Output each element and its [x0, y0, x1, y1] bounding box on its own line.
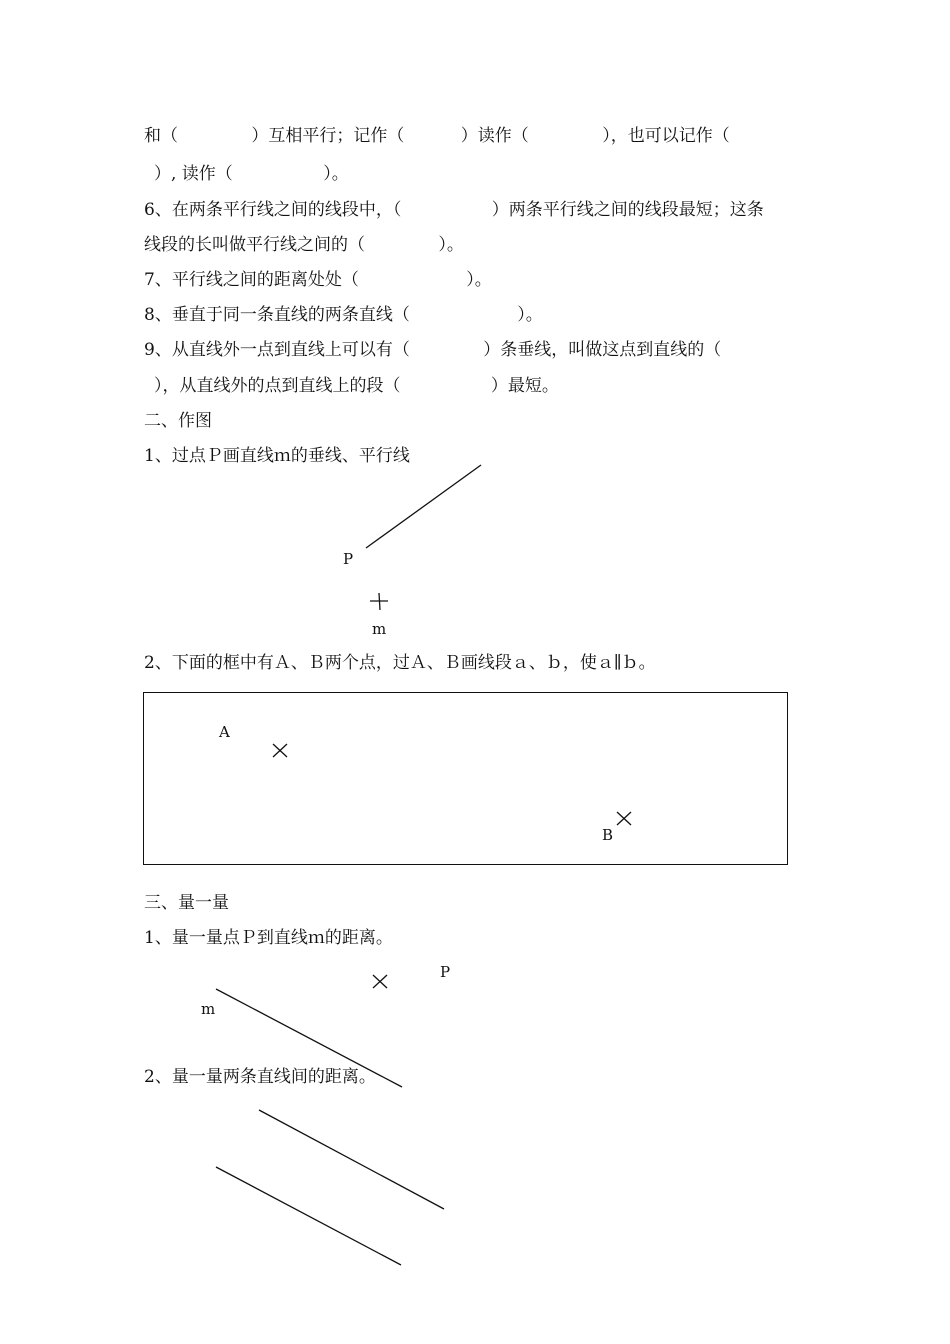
section-3-title: 三、量一量 — [144, 893, 229, 913]
parallel-line-2 — [216, 1167, 401, 1265]
line-m-label: m — [372, 620, 387, 638]
fill-in-line-1: 和（ ）互相平行；记作（ ）读作（ ），也可以记作（ — [144, 126, 730, 146]
point-a-label: A — [219, 723, 230, 741]
line-m — [366, 465, 481, 548]
question-7: 7、平行线之间的距离处处（ ）。 — [144, 270, 492, 290]
line-m-label-2: m — [201, 1000, 216, 1018]
point-p-mark-v — [379, 593, 380, 610]
question-6-line-1: 6、在两条平行线之间的线段中，（ ）两条平行线之间的线段最短；这条 — [144, 200, 764, 220]
section-2-question-1: 1、过点Ｐ画直线ｍ的垂线、平行线 — [144, 446, 410, 466]
section-2-title: 二、作图 — [144, 411, 212, 431]
point-p-label: P — [343, 550, 354, 568]
point-p-label-2: P — [440, 963, 451, 981]
question-6-line-2: 线段的长叫做平行线之间的（ ）。 — [144, 235, 464, 255]
section-3-question-1: 1、量一量点Ｐ到直线ｍ的距离。 — [144, 928, 393, 948]
section-3-question-2: 2、量一量两条直线间的距离。 — [144, 1067, 376, 1087]
point-b-label: B — [602, 826, 614, 844]
question-8: 8、垂直于同一条直线的两条直线（ ）。 — [144, 305, 543, 325]
point-p-cross — [373, 975, 387, 988]
fill-in-line-2: ）, 读作（ ）。 — [154, 164, 349, 184]
question-9-line-2: ），从直线外的点到直线上的段（ ）最短。 — [154, 376, 559, 396]
section-2-question-2: 2、下面的框中有Ａ、Ｂ两个点，过Ａ、Ｂ画线段ａ、ｂ，使ａ∥ｂ。 — [144, 653, 656, 673]
question-9-line-1: 9、从直线外一点到直线上可以有（ ）条垂线，叫做这点到直线的（ — [144, 340, 722, 360]
parallel-line-1 — [259, 1110, 444, 1209]
drawing-box — [143, 692, 788, 865]
